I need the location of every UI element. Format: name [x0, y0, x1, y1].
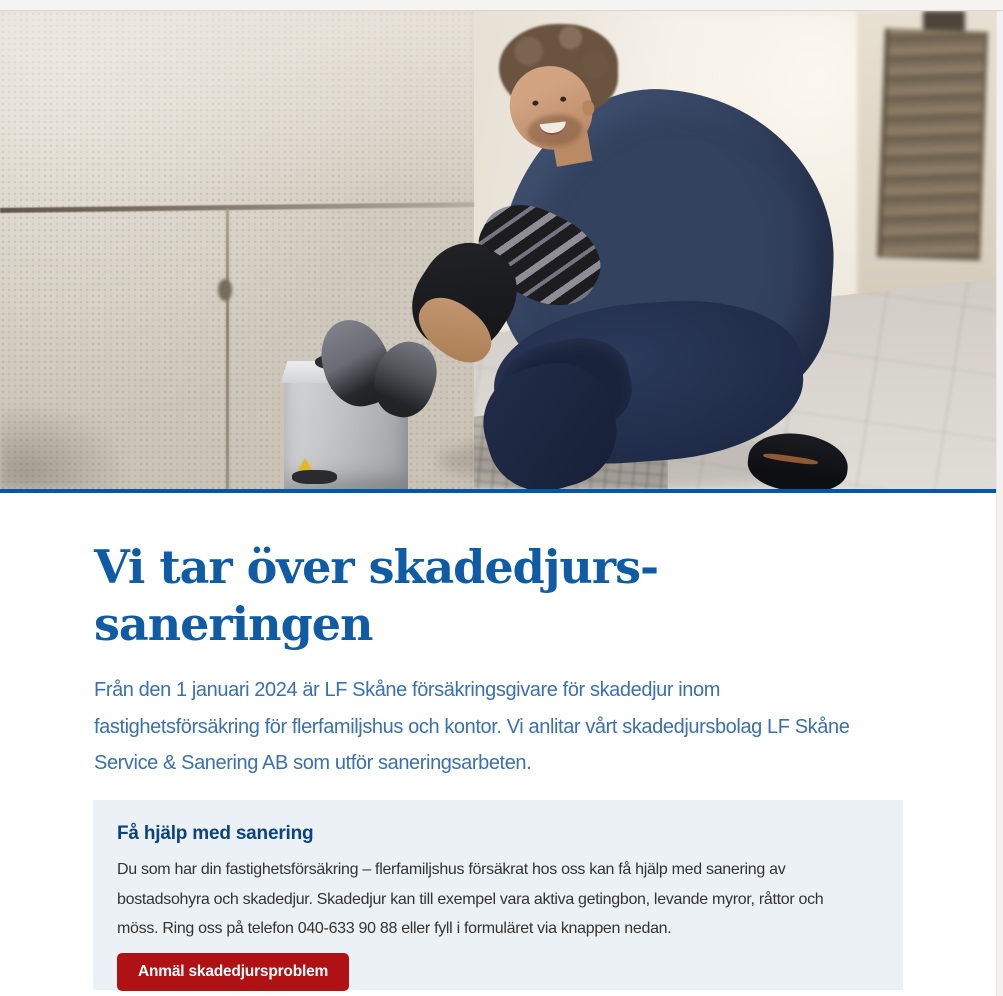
scrollbar-track[interactable]	[996, 11, 1003, 996]
hero-bait-station-slot	[292, 470, 337, 484]
intro-line-2: fastighetsförsäkring för flerfamiljshus och kontor. Vi anlitar vårt skadedjursbolag LF Skåne	[94, 715, 850, 738]
info-box	[93, 800, 903, 990]
page-title-line-2: saneringen	[94, 597, 373, 651]
hero-granite-wall-upper-band	[0, 11, 474, 202]
intro-paragraph	[94, 672, 997, 782]
top-strip	[0, 0, 1003, 11]
hero-staircase	[877, 28, 988, 261]
hero-image	[0, 11, 997, 489]
hero-wall-vertical-joint	[226, 209, 229, 489]
info-box-heading: Få hjälp med sanering	[117, 823, 314, 844]
info-box-body-line-2: bostadsohyra och skadedjur. Skadedjur kan till exempel vara aktiva getingbon, levande myror, råttor och	[117, 890, 824, 908]
page-title-line-1: Vi tar över skadedjurs-	[94, 540, 659, 594]
page-title	[94, 539, 997, 653]
info-box-body	[117, 855, 879, 944]
info-box-body-line-1: Du som har din fastighetsförsäkring – flerfamiljshus försäkrat hos oss kan få hjälp med sanering av	[117, 861, 786, 878]
hero-warning-triangle-icon	[298, 458, 312, 470]
intro-line-1: Från den 1 januari 2024 är LF Skåne försäkringsgivare för skadedjur inom	[94, 679, 720, 701]
main-content	[0, 493, 997, 980]
hero-technician-eye-right	[560, 96, 566, 102]
hero-wall-stain	[0, 403, 130, 489]
report-pest-problem-button[interactable]: Anmäl skadedjursproblem	[117, 953, 349, 991]
hero-technician-eye-left	[533, 101, 539, 107]
hero-divider-line	[0, 489, 997, 493]
intro-line-3: Service & Sanering AB som utför saneringsarbeten.	[94, 752, 532, 774]
info-box-body-line-3: möss. Ring oss på telefon 040-633 90 88 eller fyll i formuläret via knappen nedan.	[117, 920, 672, 937]
